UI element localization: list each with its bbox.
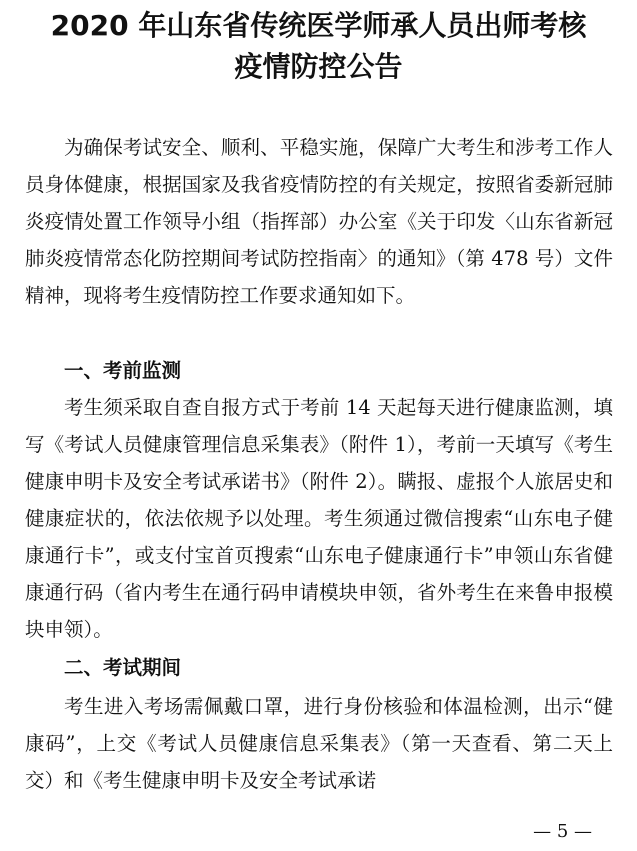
intro-paragraph: 为确保考试安全、顺利、平稳实施，保障广大考生和涉考工作人员身体健康，根据国家及我省疫情防控的有关规定，按照省委新冠肺炎疫情处置工作领导小组（指挥部）办公室《关于印发〈山东省新冠肺炎疫情常态化防控期间考试防控指南〉的通知》（第 478 号）文件精神，现将考生疫情防控工作要求通知如下。	[25, 136, 613, 307]
section-2-paragraph: 考生进入考场需佩戴口罩，进行身份核验和体温检测，出示“健康码”，上交《考试人员健康信息采集表》（第一天查看、第二天上交）和《考生健康申明卡及安全考试承诺	[25, 695, 613, 792]
section-heading-exam-period: 二、考试期间	[64, 656, 182, 679]
document-title-line-1: 2020 年山东省传统医学师承人员出师考核	[50, 9, 587, 42]
document-title-line-2: 疫情防控公告	[234, 50, 403, 83]
section-heading-pre-exam-monitoring: 一、考前监测	[64, 359, 182, 382]
section-1-paragraph: 考生须采取自查自报方式于考前 14 天起每天进行健康监测，填写《考试人员健康管理信息采集表》（附件 1），考前一天填写《考生健康申明卡及安全考试承诺书》（附件 2）。瞒报、虚报个人旅居史和健康症状的，依法依规予以处理。考生须通过微信搜索“山东电子健康通行卡”，或支付宝首页搜索“山东电子健康通行卡”申领山东省健康通行码（省内考生在通行码申请模块申领，省外考生在来鲁申报模块申领）。	[25, 396, 613, 641]
page-number: — 5 —	[533, 821, 592, 842]
